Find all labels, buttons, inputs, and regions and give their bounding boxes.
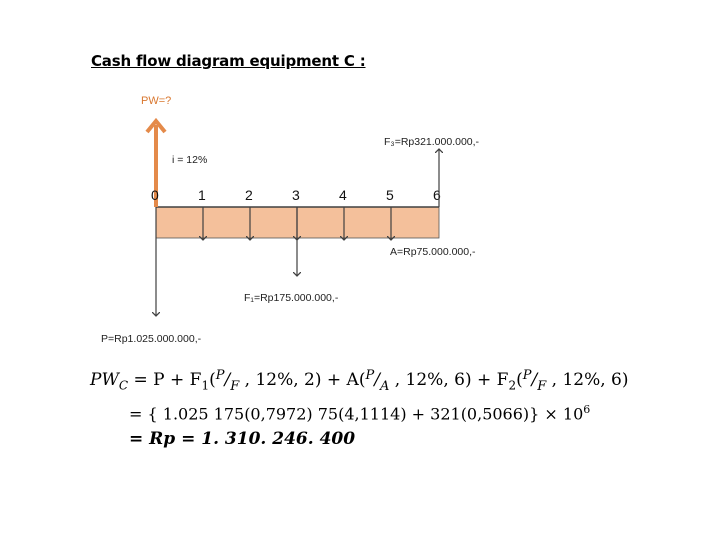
p-label: P=Rp1.025.000.000,- bbox=[101, 333, 202, 345]
factor-p-f-1: $^P/_F$ bbox=[215, 368, 240, 394]
period-label-2: 2 bbox=[245, 187, 253, 203]
period-label-6: 6 bbox=[433, 187, 441, 203]
period-label-1: 1 bbox=[198, 187, 206, 203]
eq-line2-exponent: 6 bbox=[583, 403, 591, 416]
equation-line-2 bbox=[129, 403, 590, 423]
eq-line2-text: = { 1.025 175(0,7972) 75(4,1114) + 321(0,5066)} × 10 bbox=[129, 404, 584, 424]
period-label-5: 5 bbox=[386, 187, 394, 203]
eq-lhs: PW bbox=[90, 370, 119, 390]
eq-args-2: , 12%, 6) + F bbox=[389, 370, 509, 390]
page-title: Cash flow diagram equipment C : bbox=[91, 52, 366, 70]
period-label-0: 0 bbox=[151, 187, 159, 203]
pw-label: PW=? bbox=[141, 95, 172, 107]
f1-label: F₁=Rp175.000.000,- bbox=[244, 292, 339, 304]
annuity-label: A=Rp75.000.000,- bbox=[390, 246, 476, 258]
factor-p-f-2: $^P/_F$ bbox=[522, 368, 547, 394]
f3-label: F₃=Rp321.000.000,- bbox=[384, 136, 480, 148]
period-label-4: 4 bbox=[339, 187, 347, 203]
period-labels bbox=[151, 187, 441, 203]
interest-label: i = 12% bbox=[172, 154, 208, 166]
eq-args-1: , 12%, 2) + A( bbox=[239, 370, 366, 390]
period-label-3: 3 bbox=[292, 187, 300, 203]
eq-part-1: = P + F bbox=[128, 370, 202, 390]
equation-result: = Rp = 1. 310. 246. 400 bbox=[129, 429, 356, 449]
eq-f2-sub: 2 bbox=[508, 378, 517, 393]
eq-f1-sub: 1 bbox=[201, 378, 210, 393]
equation-line-1: $PW_C = P + F_1(^P/_F$ , 12%, $2) + A(^P/_A$ , 12%, $6) + F_2(^P/_F$ , 12%, 6) bbox=[90, 368, 629, 394]
factor-p-a: $^P/_A$ bbox=[365, 368, 390, 394]
eq-args-3: , 12%, 6) bbox=[546, 370, 629, 390]
eq-lhs-sub: C bbox=[118, 378, 129, 393]
